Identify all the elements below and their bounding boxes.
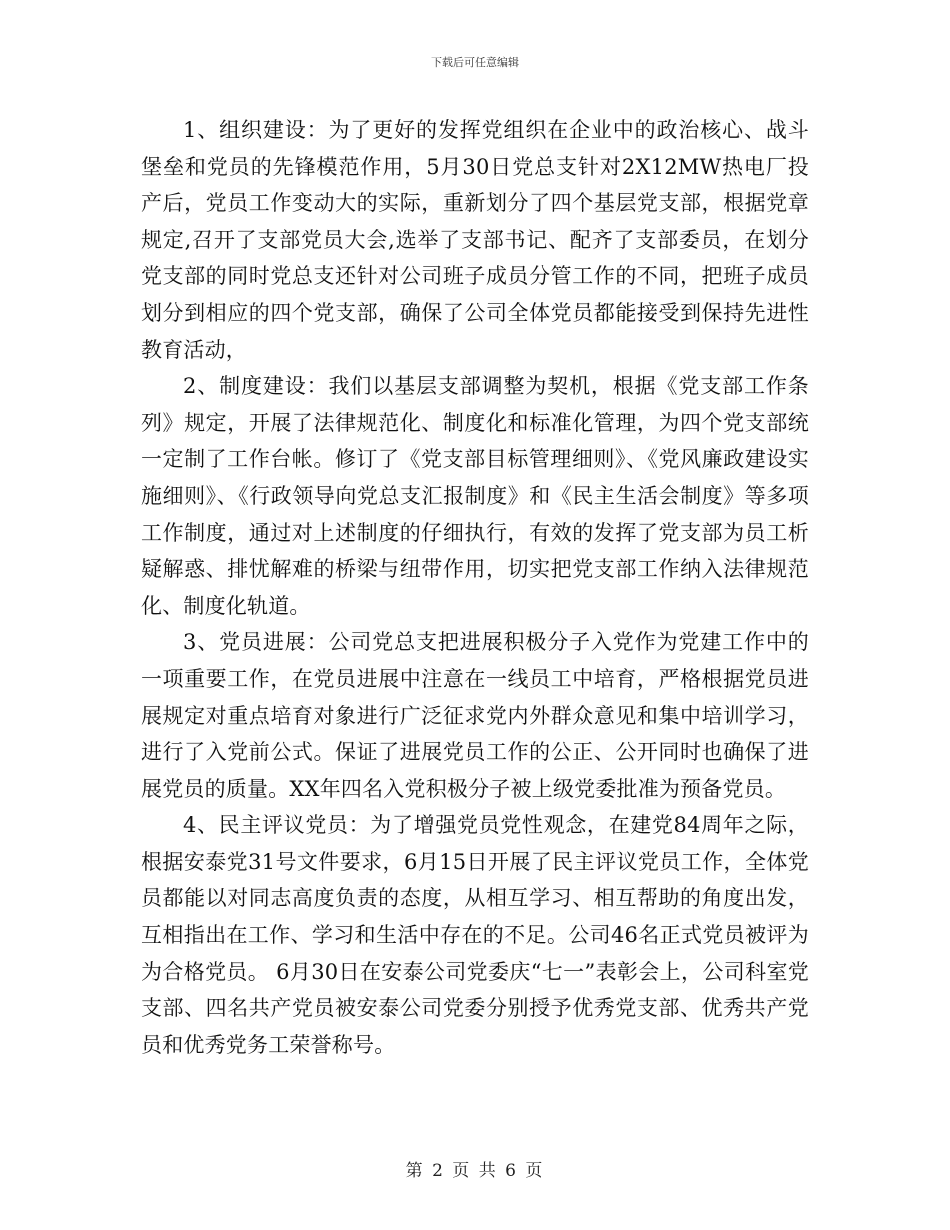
paragraph-organization: 1、组织建设：为了更好的发挥党组织在企业中的政治核心、战斗堡垒和党员的先锋模范作用，5月30日党总支针对2X12MW热电厂投产后，党员工作变动大的实际，重新划分了四个基层党支部，根据党章规定,召开了支部党员大会,选举了支部书记、配齐了支部委员，在划分党支部的同时党总支还针对公司班子成员分管工作的不同，把班子成员划分到相应的四个党支部，确保了公司全体党员都能接受到保持先进性教育活动， [141,118,809,362]
body-text [141,112,809,1063]
paragraph-evaluation: 4、民主评议党员：为了增强党员党性观念，在建党84周年之际，根据安泰党31号文件要求，6月15日开展了民主评议党员工作，全体党员都能以对同志高度负责的态度，从相互学习、相互帮助的角度出发，互相指出在工作、学习和生活中存在的不足。公司46名正式党员被评为为合格党员。 6月30日在安泰公司党委庆“七一”表彰会上，公司科室党支部、四名共产党员被安泰公司党委分别授予优秀党支部、优秀共产党员和优秀党务工荣誉称号。 [141,813,809,1057]
paragraph-members: 3、党员进展：公司党总支把进展积极分子入党作为党建工作中的一项重要工作，在党员进展中注意在一线员工中培育，严格根据党员进展规定对重点培育对象进行广泛征求党内外群众意见和集中培训学习，进行了入党前公式。保证了进展党员工作的公正、公开同时也确保了进展党员的质量。XX年四名入党积极分子被上级党委批准为预备党员。 [141,630,809,801]
paragraph-system: 2、制度建设：我们以基层支部调整为契机，根据《党支部工作条列》规定，开展了法律规范化、制度化和标准化管理，为四个党支部统一定制了工作台帐。修订了《党支部目标管理细则》、《党风廉政建设实施细则》、《行政领导向党总支汇报制度》和《民主生活会制度》等多项工作制度，通过对上述制度的仔细执行，有效的发挥了党支部为员工析疑解惑、排忧解难的桥梁与纽带作用，切实把党支部工作纳入法律规范化、制度化轨道。 [141,374,809,618]
page-header: 下载后可任意编辑 [431,56,519,69]
page-number: 第 2 页 共 6 页 [405,1161,545,1181]
